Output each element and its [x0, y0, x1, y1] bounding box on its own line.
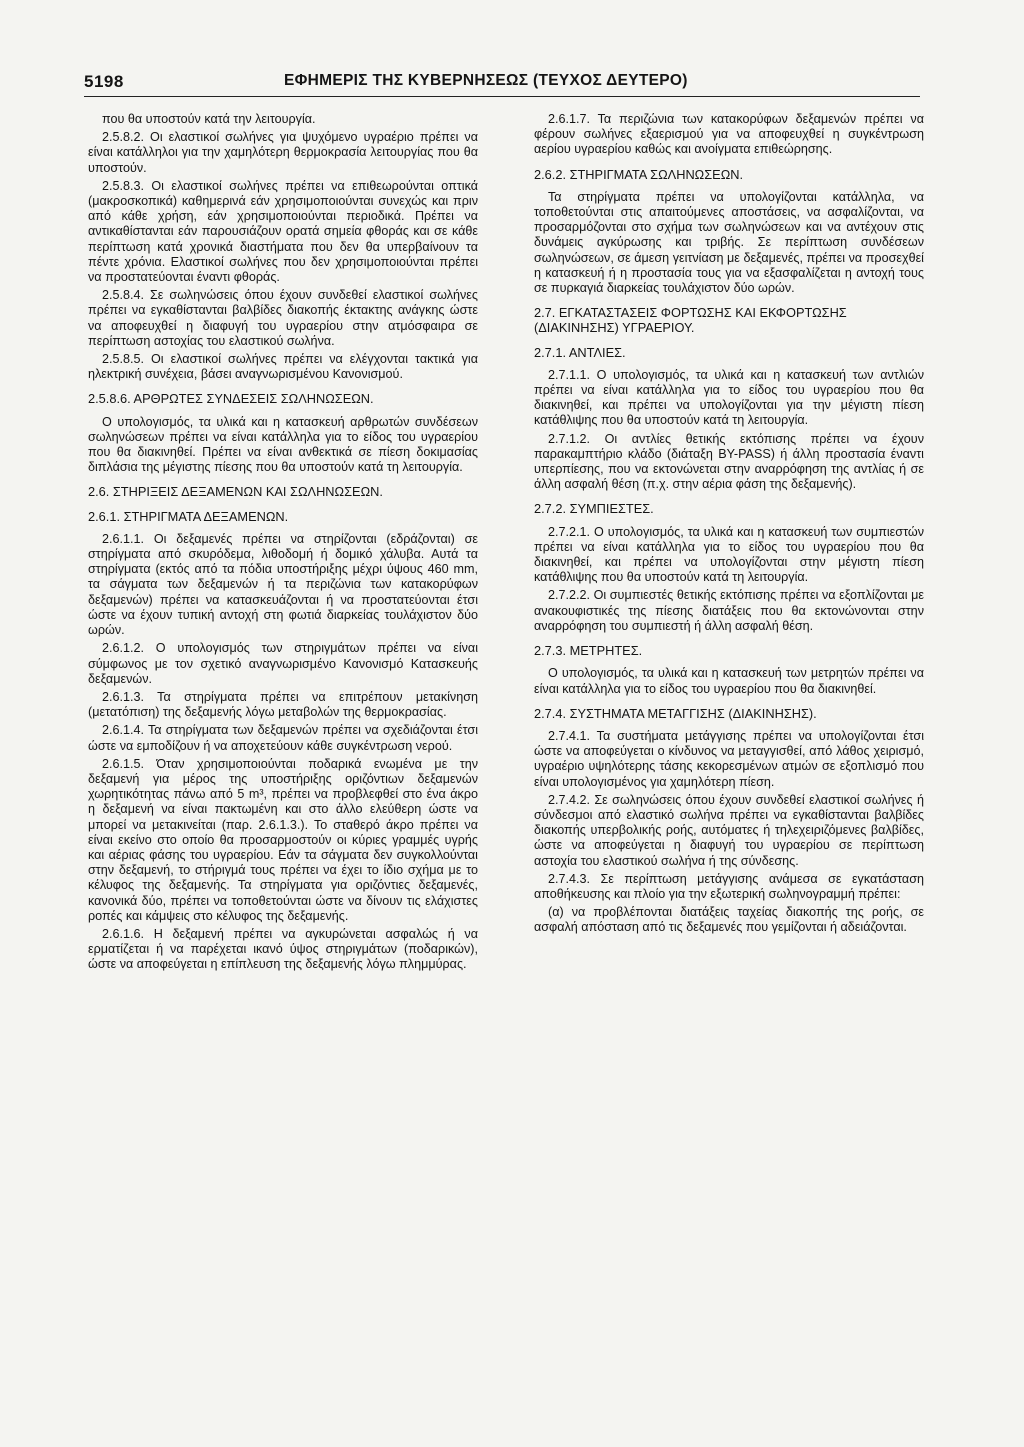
paragraph: 2.7.1.2. Οι αντλίες θετικής εκτόπισης πρέπει να έχουν παρακαμπτήριο κλάδο (διάταξη BY-PASS) ή άλλη προστασία έναντι υπερπίεσης, που να εκτονώνεται στην αναρρόφηση της αντλίας ή σε άλλη ασφαλή θέση (π.χ. στην αέρια φάση της δεξαμενής). — [534, 431, 924, 492]
paragraph: 2.6.1.5. Όταν χρησιμοποιούνται ποδαρικά ενωμένα με την δεξαμενή για μέρος της υποστήριξης οριζόντιων δεξαμενών χωρητικότητας πάνω από 5 m³, πρέπει να προβλεφθεί στο ένα άκρο η δεξαμενή να είναι πακτωμένη και στο άλλο ελεύθερη ώστε να μπορεί να μετακινείται (παρ. 2.6.1.3.). Το σταθερό άκρο πρέπει να είναι εκείνο στο οποίο θα προσαρμοστούν οι κύριες γραμμές υγρής και αέριας φάσης του υγραερίου. Εάν τα σάγματα δεν συγκολλούνται στην δεξαμενή, το στήριγμά τους πρέπει να έχει το ίδιο σχήμα με το κέλυφος της δεξαμενής. Τα στηρίγματα για οριζόντιες δεξαμενές, κανονικά δύο, πρέπει να τοποθετούνται ώστε να δίνουν τις ελάχιστες ροπές και κάμψεις στο κέλυφος της δεξαμενής. — [88, 756, 478, 923]
paragraph: 2.6.1.7. Τα περιζώνια των κατακορύφων δεξαμενών πρέπει να φέρουν σωλήνες εξαερισμού για να αποφευχθεί η συγκέντρωση αερίου υγραερίου καθώς και ανοίγματα επιθεώρησης. — [534, 112, 924, 157]
header-rule — [84, 96, 920, 97]
section-heading: 2.6.1. ΣΤΗΡΙΓΜΑΤΑ ΔΕΞΑΜΕΝΩΝ. — [88, 508, 289, 524]
right-column — [534, 112, 924, 939]
section-heading: 2.5.8.6. ΑΡΘΡΩΤΕΣ ΣΥΝΔΕΣΕΙΣ ΣΩΛΗΝΩΣΕΩΝ. — [88, 391, 374, 407]
paragraph: 2.6.1.6. Η δεξαμενή πρέπει να αγκυρώνεται ασφαλώς ή να ερματίζεται ή να παρέχεται ικανό ύψος στηριγμάτων (ποδαρικών), ώστε να αποφεύγεται η επίπλευση της δεξαμενής λόγω πλημμύρας. — [88, 926, 478, 972]
paragraph: 2.7.2.1. Ο υπολογισμός, τα υλικά και η κατασκευή των συμπιεστών πρέπει να είναι κατάλληλα για το είδος του υγραερίου που θα διακινηθεί, και πρέπει να υπολογίζονται στην μέγιστη πίεση κατάθλιψης που θα υποστούν κατά τη λειτουργία. — [534, 524, 924, 585]
paragraph: 2.7.4.1. Τα συστήματα μετάγγισης πρέπει να υπολογίζονται έτσι ώστε να αποφεύγεται ο κίνδυνος να μεταγγισθεί, από λάθος χειρισμό, υγραέριο υψηλότερης τάσης κεκορεσμένων ατμών σε εξοπλισμό που είναι υπολογισμένος για χαμηλότερη πίεση. — [534, 728, 924, 789]
paragraph: (α) να προβλέπονται διατάξεις ταχείας διακοπής της ροής, σε ασφαλή απόσταση από τις δεξαμενές που γεμίζονται ή αδειάζονται. — [534, 905, 924, 935]
paragraph: 2.6.1.1. Οι δεξαμενές πρέπει να στηρίζονται (εδράζονται) σε στηρίγματα από σκυρόδεμα, λιθοδομή ή δομικό χάλυβα. Αυτά τα στηρίγματα (εκτός από τα πόδια υποστήριξης μέχρι ύψους 460 mm, τα σάγματα των δεξαμενών ή τα περιζώνια των κατακορύφων δεξαμενών) πρέπει να κατασκευάζονται ή να προστατεύονται έτσι ώστε να έχουν τυπική αντοχή στη φωτιά διαρκείας τουλάχιστον δύο ωρών. — [88, 531, 478, 638]
section-heading: 2.6. ΣΤΗΡΙΞΕΙΣ ΔΕΞΑΜΕΝΩΝ ΚΑΙ ΣΩΛΗΝΩΣΕΩΝ. — [88, 484, 383, 500]
paragraph: 2.7.2.2. Οι συμπιεστές θετικής εκτόπισης πρέπει να εξοπλίζονται με ανακουφιστικές της πίεσης διατάξεις που θα εκτονώνονται στην αναρρόφηση του συμπιεστή ή άλλη ασφαλή θέση. — [534, 588, 924, 633]
paragraph: 2.6.1.4. Τα στηρίγματα των δεξαμενών πρέπει να σχεδιάζονται έτσι ώστε να εμποδίζουν ή να αποχετεύουν κάθε συγκέντρωση νερού. — [88, 723, 478, 753]
section-heading: 2.7.4. ΣΥΣΤΗΜΑΤΑ ΜΕΤΑΓΓΙΣΗΣ (ΔΙΑΚΙΝΗΣΗΣ). — [534, 705, 817, 721]
section-heading: 2.7.1. ΑΝΤΛΙΕΣ. — [534, 344, 626, 360]
page-number: 5198 — [84, 72, 124, 91]
paragraph: Ο υπολογισμός, τα υλικά και η κατασκευή των μετρητών πρέπει να είναι κατάλληλα για το είδος του υγραερίου που θα διακινηθεί. — [534, 666, 924, 696]
paragraph: 2.7.1.1. Ο υπολογισμός, τα υλικά και η κατασκευή των αντλιών πρέπει να είναι κατάλληλα για το είδος του υγραερίου που θα διακινηθεί, και πρέπει να υπολογίζονται για την μέγιστη πίεση κατάθλιψης που θα υποστούν κατά τη λειτουργία. — [534, 367, 924, 428]
paragraph: Τα στηρίγματα πρέπει να υπολογίζονται κατάλληλα, να τοποθετούνται στις απαιτούμενες αποστάσεις, να ασφαλίζονται, να προσαρμόζονται στο σχήμα των σωληνώσεων και να αντέχουν στις δυνάμεις αγκύρωσης και τριβής. Σε περίπτωση συνδέσεων σωληνώσεων, σε άμεση γειτνίαση με δεξαμενές, πρέπει να προσεχθεί η κατασκευή ή η προστασία τους για να εξασφαλίζεται η αντοχή τους σε πυρκαγιά διαρκείας τουλάχιστον δύο ωρών. — [534, 189, 924, 296]
paragraph: 2.5.8.4. Σε σωληνώσεις όπου έχουν συνδεθεί ελαστικοί σωλήνες πρέπει να εγκαθίστανται βαλβίδες διακοπής έκτακτης ανάγκης ώστε να αποφευχθεί η διαφυγή του υγραερίου στην ατμόσφαιρα σε περίπτωση αστοχίας του ελαστικού σωλήνα. — [88, 288, 478, 348]
section-heading: 2.7.2. ΣΥΜΠΙΕΣΤΕΣ. — [534, 501, 654, 517]
gazette-title: ΕΦΗΜΕΡΙΣ ΤΗΣ ΚΥΒΕΡΝΗΣΕΩΣ (ΤΕΥΧΟΣ ΔΕΥΤΕΡΟ) — [284, 72, 688, 89]
section-heading: 2.7. ΕΓΚΑΤΑΣΤΑΣΕΙΣ ΦΟΡΤΩΣΗΣ ΚΑΙ ΕΚΦΟΡΤΩΣΗΣ (ΔΙΑΚΙΝΗΣΗΣ) ΥΓΡΑΕΡΙΟΥ. — [534, 305, 847, 336]
paragraph: 2.5.8.5. Οι ελαστικοί σωλήνες πρέπει να ελέγχονται τακτικά για ηλεκτρική συνέχεια, βάσει αναγνωρισμένου Κανονισμού. — [88, 352, 478, 382]
paragraph: που θα υποστούν κατά την λειτουργία. — [102, 112, 316, 126]
section-heading: 2.7.3. ΜΕΤΡΗΤΕΣ. — [534, 643, 643, 659]
left-column — [88, 112, 478, 976]
paragraph: 2.6.1.3. Τα στηρίγματα πρέπει να επιτρέπουν μετακίνηση (μετατόπιση) της δεξαμενής λόγω μεταβολών της θερμοκρασίας. — [88, 689, 478, 720]
paragraph: 2.7.4.2. Σε σωληνώσεις όπου έχουν συνδεθεί ελαστικοί σωλήνες ή σύνδεσμοι από ελαστικό σωλήνα πρέπει να εγκαθίστανται βαλβίδες διακοπής υπερβολικής ροής, αυτόματες ή τηλεχειριζόμενες βαλβίδες, ώστε να αποφεύγεται η διαφυγή του υγραερίου σε περίπτωση αστοχία του ελαστικού σωλήνα ή της σύνδεσης. — [534, 792, 924, 868]
paragraph: 2.5.8.3. Οι ελαστικοί σωλήνες πρέπει να επιθεωρούνται οπτικά (μακροσκοπικά) καθημερινά εάν χρησιμοποιούνται συνεχώς και πριν από κάθε χρήση, εάν χρησιμοποιούνται περιοδικά. Πρέπει να αντικαθίστανται εάν παρουσιάζουν ορατά σημεία φθοράς και σε κάθε περίπτωση κατά χρονικά διαστήματα που δεν θα υπερβαίνουν τα πέντε χρόνια. Ελαστικοί σωλήνες που δεν χρησιμοποιούνται πρέπει να προστατεύονται έναντι φθοράς. — [88, 178, 478, 285]
section-heading: 2.6.2. ΣΤΗΡΙΓΜΑΤΑ ΣΩΛΗΝΩΣΕΩΝ. — [534, 166, 744, 182]
paragraph: 2.7.4.3. Σε περίπτωση μετάγγισης ανάμεσα σε εγκατάσταση αποθήκευσης και πλοίο για την εξωτερική σωληνογραμμή πρέπει: — [534, 871, 924, 901]
paragraph: Ο υπολογισμός, τα υλικά και η κατασκευή αρθρωτών συνδέσεων σωληνώσεων πρέπει να είναι κατάλληλα για το είδος του υγραερίου που θα διακινηθεί. Πρέπει να είναι ανθεκτικά σε πίεση δοκιμασίας διπλάσια της μέγιστης πίεσης που θα υποστούν κατά τη λειτουργία. — [88, 414, 478, 475]
paragraph: 2.5.8.2. Οι ελαστικοί σωλήνες για ψυχόμενο υγραέριο πρέπει να είναι κατάλληλοι για την χαμηλότερη θερμοκρασία λειτουργίας που θα υποστούν. — [88, 130, 478, 175]
page-header — [84, 72, 920, 96]
paragraph: 2.6.1.2. Ο υπολογισμός των στηριγμάτων πρέπει να είναι σύμφωνος με τον σχετικό αναγνωρισμένο Κανονισμό Κατασκευής δεξαμενών. — [88, 641, 478, 686]
